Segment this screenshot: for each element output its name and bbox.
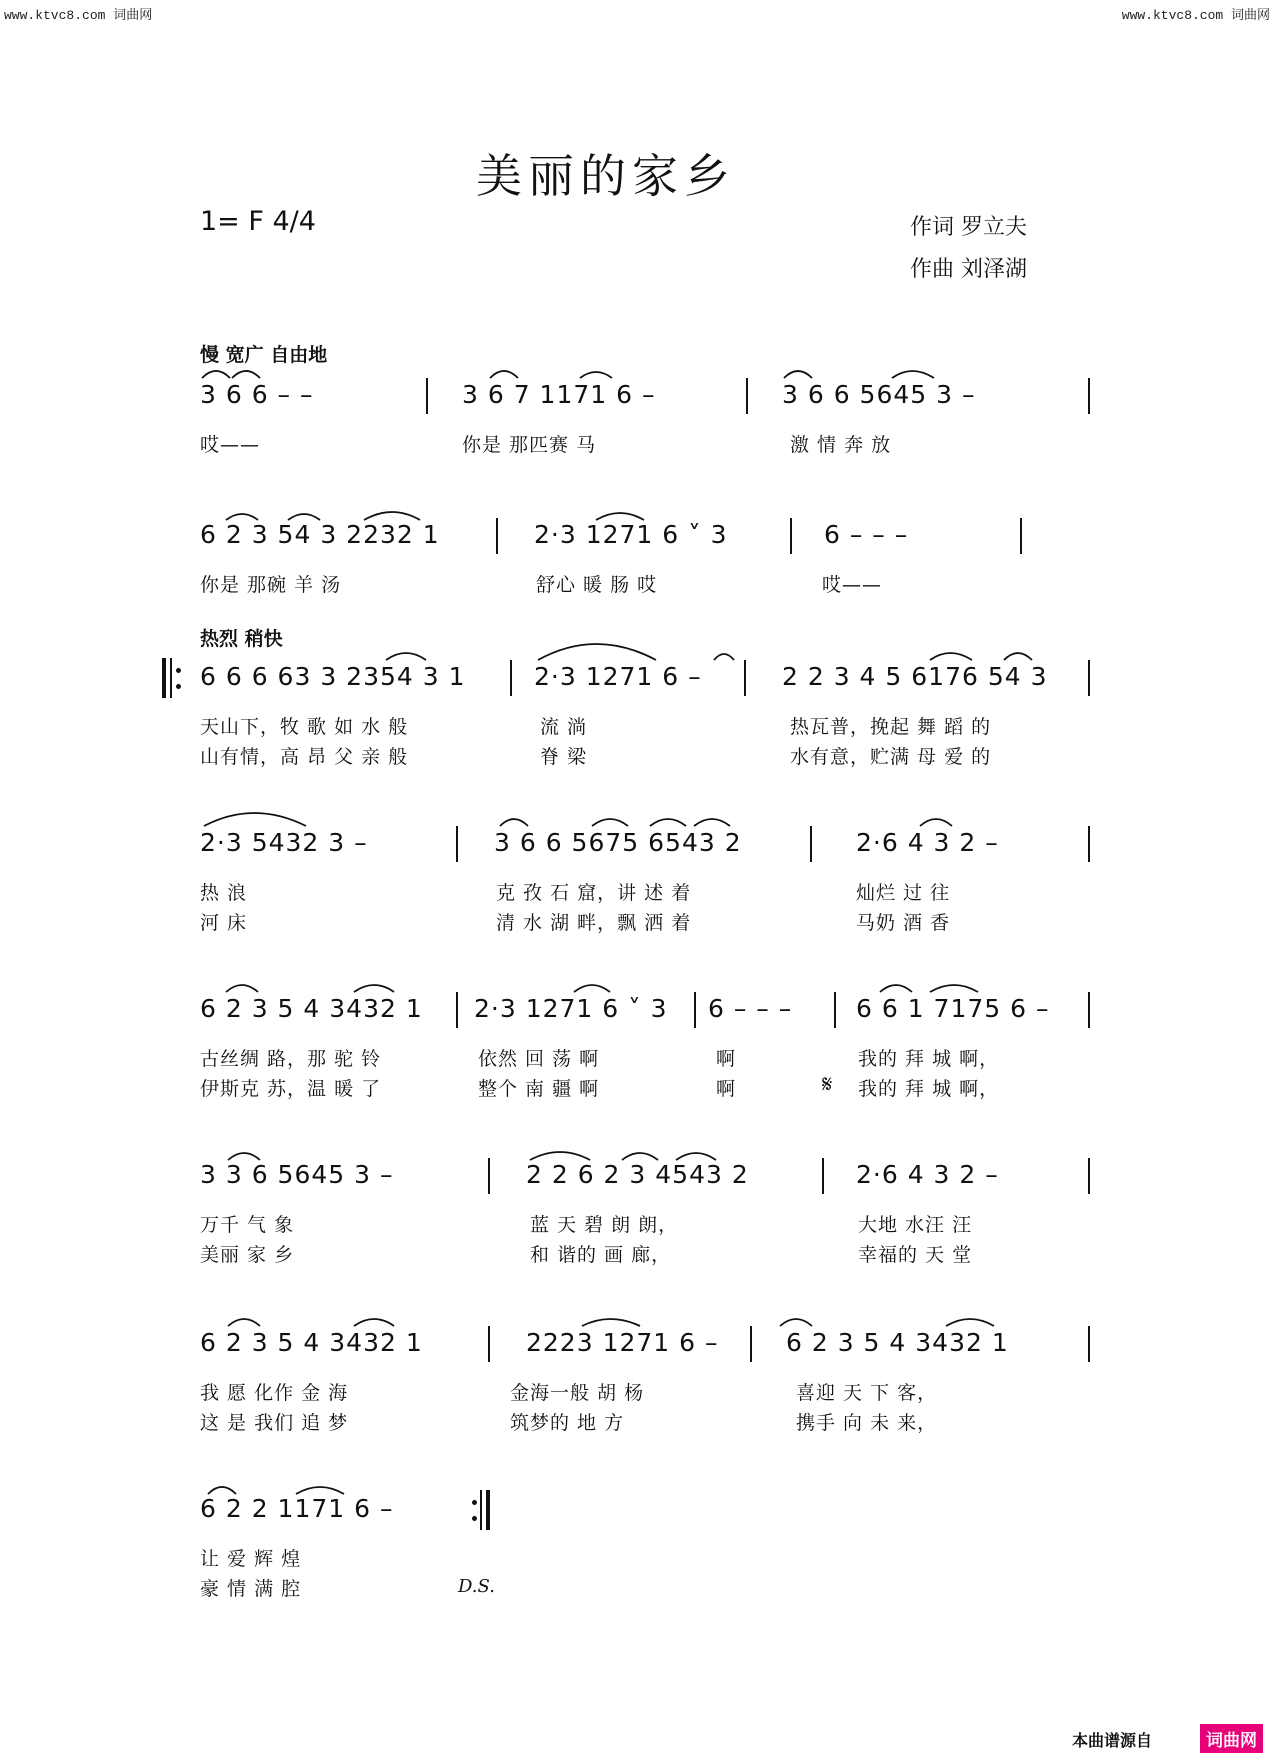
lyric-line: 我的 拜 城 啊， bbox=[858, 1078, 1000, 1100]
repeat-dot bbox=[472, 1516, 477, 1521]
bar-line bbox=[426, 378, 428, 414]
lyric-line: 美丽 家 乡 bbox=[200, 1244, 295, 1266]
lyric-line: 金海一般 胡 杨 bbox=[510, 1382, 645, 1404]
lyric-line: 啊 bbox=[716, 1048, 737, 1070]
lyric-line: 筑梦的 地 方 bbox=[510, 1412, 625, 1434]
tempo-mark-lively: 热烈 稍快 bbox=[200, 628, 283, 650]
measure: 2·3 1271 6 ˅ 3 bbox=[474, 994, 668, 1023]
bar-line bbox=[790, 518, 792, 554]
lyric-line: 我的 拜 城 啊， bbox=[858, 1048, 1000, 1070]
bar-line bbox=[456, 992, 458, 1028]
measure: 2·6 4 3 2 – bbox=[856, 828, 999, 857]
lyric-line: 清 水 湖 畔，飘 洒 着 bbox=[496, 912, 692, 934]
lyric-line: 整个 南 疆 啊 bbox=[478, 1078, 600, 1100]
measure: 6 2 3 54 3 2232 1 bbox=[200, 520, 440, 549]
bar-line bbox=[822, 1158, 824, 1194]
bar-line bbox=[694, 992, 696, 1028]
bar-line bbox=[1088, 378, 1090, 414]
watermark-left: www.ktvc8.com 词曲网 bbox=[4, 8, 153, 23]
tempo-mark-slow: 慢 宽广 自由地 bbox=[200, 344, 328, 366]
lyric-line: 幸福的 天 堂 bbox=[858, 1244, 973, 1266]
lyric-line: 依然 回 荡 啊 bbox=[478, 1048, 600, 1070]
measure: 6 2 3 5 4 3432 1 bbox=[786, 1328, 1009, 1357]
song-title: 美丽的家乡 bbox=[476, 149, 736, 203]
lyric-line: 携手 向 未 来， bbox=[796, 1412, 938, 1434]
repeat-dot bbox=[472, 1500, 477, 1505]
measure: 6 2 2 1171 6 – bbox=[200, 1494, 394, 1523]
bar-line bbox=[1088, 826, 1090, 862]
lyric-line: 流 淌 bbox=[540, 716, 588, 738]
measure: 6 2 3 5 4 3432 1 bbox=[200, 1328, 423, 1357]
bar-line bbox=[746, 378, 748, 414]
dal-segno-mark: D.S. bbox=[458, 1576, 495, 1597]
lyricist-credit: 作词 罗立夫 bbox=[910, 215, 1027, 240]
lyric-line: 激 情 奔 放 bbox=[790, 434, 892, 456]
measure: 3 6 6 5675 6543 2 bbox=[494, 828, 742, 857]
lyric-line: 河 床 bbox=[200, 912, 248, 934]
site-logo[interactable]: 词曲网 bbox=[1200, 1724, 1263, 1753]
lyric-line: 古丝绸 路，那 驼 铃 bbox=[200, 1048, 382, 1070]
lyric-line: 灿烂 过 往 bbox=[856, 882, 951, 904]
bar-line bbox=[1088, 1326, 1090, 1362]
measure: 6 6 6 63 3 2354 3 1 bbox=[200, 662, 466, 691]
lyric-line: 豪 情 满 腔 bbox=[200, 1578, 302, 1600]
measure: 2223 1271 6 – bbox=[526, 1328, 719, 1357]
lyric-line: 你是 那碗 羊 汤 bbox=[200, 574, 342, 596]
measure: 3 3 6 5645 3 – bbox=[200, 1160, 394, 1189]
lyric-line: 我 愿 化作 金 海 bbox=[200, 1382, 349, 1404]
measure: 3 6 7 1171 6 – bbox=[462, 380, 656, 409]
repeat-start-thick bbox=[162, 658, 166, 698]
lyric-line: 脊 梁 bbox=[540, 746, 588, 768]
measure: 2·3 5432 3 – bbox=[200, 828, 368, 857]
footer-source-text: 本曲谱源自 bbox=[1072, 1731, 1153, 1750]
measure: 2·3 1271 6 – bbox=[534, 662, 702, 691]
measure: 6 – – – bbox=[824, 520, 909, 549]
bar-line bbox=[1088, 660, 1090, 696]
measure: 2·3 1271 6 ˅ 3 bbox=[534, 520, 728, 549]
lyric-line: 和 谐的 画 廊， bbox=[530, 1244, 672, 1266]
bar-line bbox=[488, 1158, 490, 1194]
lyric-line: 这 是 我们 追 梦 bbox=[200, 1412, 349, 1434]
lyric-line: 哎—— bbox=[200, 434, 261, 456]
measure: 2 2 3 4 5 6176 54 3 bbox=[782, 662, 1048, 691]
lyric-line: 啊 bbox=[716, 1078, 737, 1100]
repeat-dot bbox=[176, 684, 181, 689]
lyric-line: 你是 那匹赛 马 bbox=[462, 434, 597, 456]
lyric-line: 水有意，贮满 母 爱 的 bbox=[790, 746, 992, 768]
measure: 6 2 3 5 4 3432 1 bbox=[200, 994, 423, 1023]
lyric-line: 天山下，牧 歌 如 水 般 bbox=[200, 716, 409, 738]
lyric-line: 克 孜 石 窟，讲 述 着 bbox=[496, 882, 692, 904]
bar-line bbox=[834, 992, 836, 1028]
bar-line bbox=[1088, 1158, 1090, 1194]
lyric-line: 大地 水汪 汪 bbox=[858, 1214, 973, 1236]
lyric-line: 伊斯克 苏，温 暖 了 bbox=[200, 1078, 382, 1100]
bar-line bbox=[1020, 518, 1022, 554]
measure: 2·6 4 3 2 – bbox=[856, 1160, 999, 1189]
measure: 3 6 6 5645 3 – bbox=[782, 380, 976, 409]
lyric-line: 热瓦普，挽起 舞 蹈 的 bbox=[790, 716, 992, 738]
lyric-line: 舒心 暖 肠 哎 bbox=[536, 574, 658, 596]
lyric-line: 让 爱 辉 煌 bbox=[200, 1548, 302, 1570]
bar-line bbox=[488, 1326, 490, 1362]
measure: 3 6 6 – – bbox=[200, 380, 314, 409]
bar-line bbox=[1088, 992, 1090, 1028]
measure: 6 – – – bbox=[708, 994, 793, 1023]
lyric-line: 马奶 酒 香 bbox=[856, 912, 951, 934]
segno-sign: 𝄋 bbox=[822, 1070, 834, 1098]
bar-line bbox=[496, 518, 498, 554]
bar-line bbox=[744, 660, 746, 696]
measure: 6 6 1 7175 6 – bbox=[856, 994, 1050, 1023]
repeat-dot bbox=[176, 668, 181, 673]
bar-line bbox=[810, 826, 812, 862]
lyric-line: 喜迎 天 下 客， bbox=[796, 1382, 938, 1404]
lyric-line: 蓝 天 碧 朗 朗， bbox=[530, 1214, 679, 1236]
repeat-end-thick bbox=[486, 1490, 490, 1530]
lyric-line: 热 浪 bbox=[200, 882, 248, 904]
lyric-line: 山有情，高 昂 父 亲 般 bbox=[200, 746, 409, 768]
key-signature: 1= F 4/4 bbox=[200, 206, 316, 237]
bar-line bbox=[456, 826, 458, 862]
composer-credit: 作曲 刘泽湖 bbox=[910, 257, 1027, 282]
repeat-start-thin bbox=[170, 658, 172, 698]
repeat-end-thin bbox=[480, 1490, 482, 1530]
bar-line bbox=[750, 1326, 752, 1362]
lyric-line: 哎—— bbox=[822, 574, 883, 596]
measure: 2 2 6 2 3 4543 2 bbox=[526, 1160, 749, 1189]
watermark-right: www.ktvc8.com 词曲网 bbox=[1121, 8, 1270, 23]
lyric-line: 万千 气 象 bbox=[200, 1214, 295, 1236]
bar-line bbox=[510, 660, 512, 696]
